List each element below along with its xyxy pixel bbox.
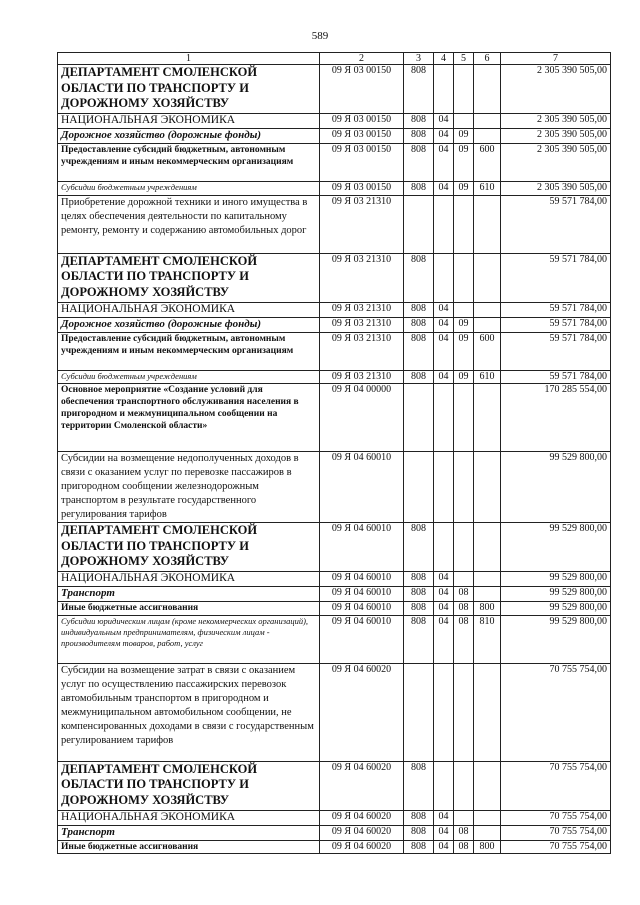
ministry-code-cell bbox=[404, 384, 434, 452]
expense-type-cell bbox=[474, 572, 501, 587]
expense-type-cell: 800 bbox=[474, 602, 501, 616]
subsection-code-cell: 08 bbox=[454, 587, 474, 602]
expense-type-cell: 610 bbox=[474, 182, 501, 196]
expense-type-cell bbox=[474, 825, 501, 840]
subsection-code-cell: 08 bbox=[454, 825, 474, 840]
section-code-cell: 04 bbox=[434, 587, 454, 602]
ministry-code-cell: 808 bbox=[404, 114, 434, 129]
amount-cell: 2 305 390 505,00 bbox=[501, 129, 611, 144]
item-name-cell: Предоставление субсидий бюджетным, автономным учреждениям и иным некоммерческим организациям bbox=[58, 332, 320, 370]
column-header: 2 bbox=[320, 53, 404, 65]
target-article-cell: 09 Я 04 60020 bbox=[320, 761, 404, 810]
table-row bbox=[58, 452, 611, 523]
target-article-cell: 09 Я 03 21310 bbox=[320, 253, 404, 302]
section-code-cell bbox=[434, 761, 454, 810]
column-header: 6 bbox=[474, 53, 501, 65]
amount-cell: 99 529 800,00 bbox=[501, 602, 611, 616]
amount-cell: 70 755 754,00 bbox=[501, 825, 611, 840]
expense-type-cell bbox=[474, 761, 501, 810]
subsection-code-cell bbox=[454, 302, 474, 317]
section-code-cell bbox=[434, 384, 454, 452]
target-article-cell: 09 Я 03 00150 bbox=[320, 114, 404, 129]
section-code-cell: 04 bbox=[434, 182, 454, 196]
section-code-cell bbox=[434, 65, 454, 114]
subsection-code-cell bbox=[454, 65, 474, 114]
table-row bbox=[58, 825, 611, 840]
subsection-code-cell: 09 bbox=[454, 317, 474, 332]
subsection-code-cell: 09 bbox=[454, 129, 474, 144]
target-article-cell: 09 Я 04 60010 bbox=[320, 523, 404, 572]
target-article-cell: 09 Я 03 21310 bbox=[320, 370, 404, 384]
expense-type-cell: 610 bbox=[474, 370, 501, 384]
item-name-cell: Транспорт bbox=[58, 587, 320, 602]
subsection-code-cell: 09 bbox=[454, 144, 474, 182]
ministry-code-cell: 808 bbox=[404, 523, 434, 572]
subsection-code-cell bbox=[454, 663, 474, 761]
item-name-cell: Субсидии юридическим лицам (кроме некоммерческих организаций), индивидуальным предпринимателям, физическим лицам - производителям товаров, работ, услуг bbox=[58, 615, 320, 663]
item-name-cell: ДЕПАРТАМЕНТ СМОЛЕНСКОЙ ОБЛАСТИ ПО ТРАНСПОРТУ И ДОРОЖНОМУ ХОЗЯЙСТВУ bbox=[58, 65, 320, 114]
amount-cell: 2 305 390 505,00 bbox=[501, 182, 611, 196]
table-row bbox=[58, 587, 611, 602]
section-code-cell: 04 bbox=[434, 144, 454, 182]
amount-cell: 99 529 800,00 bbox=[501, 523, 611, 572]
ministry-code-cell bbox=[404, 663, 434, 761]
table-row bbox=[58, 572, 611, 587]
target-article-cell: 09 Я 04 60010 bbox=[320, 572, 404, 587]
ministry-code-cell: 808 bbox=[404, 302, 434, 317]
expense-type-cell bbox=[474, 587, 501, 602]
expense-type-cell bbox=[474, 523, 501, 572]
ministry-code-cell: 808 bbox=[404, 572, 434, 587]
item-name-cell: Транспорт bbox=[58, 825, 320, 840]
target-article-cell: 09 Я 04 60010 bbox=[320, 452, 404, 523]
section-code-cell: 04 bbox=[434, 332, 454, 370]
expense-type-cell bbox=[474, 317, 501, 332]
target-article-cell: 09 Я 04 60020 bbox=[320, 840, 404, 854]
section-code-cell: 04 bbox=[434, 302, 454, 317]
ministry-code-cell: 808 bbox=[404, 840, 434, 854]
section-code-cell: 04 bbox=[434, 129, 454, 144]
target-article-cell: 09 Я 04 00000 bbox=[320, 384, 404, 452]
section-code-cell bbox=[434, 663, 454, 761]
expense-type-cell bbox=[474, 452, 501, 523]
column-header: 5 bbox=[454, 53, 474, 65]
ministry-code-cell: 808 bbox=[404, 602, 434, 616]
expense-type-cell bbox=[474, 253, 501, 302]
subsection-code-cell: 09 bbox=[454, 182, 474, 196]
column-header: 4 bbox=[434, 53, 454, 65]
ministry-code-cell: 808 bbox=[404, 317, 434, 332]
ministry-code-cell bbox=[404, 452, 434, 523]
target-article-cell: 09 Я 03 21310 bbox=[320, 332, 404, 370]
target-article-cell: 09 Я 03 00150 bbox=[320, 182, 404, 196]
amount-cell: 59 571 784,00 bbox=[501, 332, 611, 370]
section-code-cell bbox=[434, 253, 454, 302]
column-header: 3 bbox=[404, 53, 434, 65]
budget-table bbox=[57, 52, 611, 854]
item-name-cell: ДЕПАРТАМЕНТ СМОЛЕНСКОЙ ОБЛАСТИ ПО ТРАНСПОРТУ И ДОРОЖНОМУ ХОЗЯЙСТВУ bbox=[58, 253, 320, 302]
table-row bbox=[58, 302, 611, 317]
ministry-code-cell: 808 bbox=[404, 253, 434, 302]
table-row bbox=[58, 840, 611, 854]
expense-type-cell bbox=[474, 384, 501, 452]
section-code-cell: 04 bbox=[434, 840, 454, 854]
ministry-code-cell: 808 bbox=[404, 810, 434, 825]
target-article-cell: 09 Я 04 60020 bbox=[320, 810, 404, 825]
amount-cell: 99 529 800,00 bbox=[501, 572, 611, 587]
amount-cell: 59 571 784,00 bbox=[501, 317, 611, 332]
item-name-cell: Основное мероприятие «Создание условий для обеспечения транспортного обслуживания населения в пригородном и межмуниципальном сообщении на территории Смоленской области» bbox=[58, 384, 320, 452]
amount-cell: 59 571 784,00 bbox=[501, 302, 611, 317]
item-name-cell: НАЦИОНАЛЬНАЯ ЭКОНОМИКА bbox=[58, 572, 320, 587]
section-code-cell: 04 bbox=[434, 572, 454, 587]
target-article-cell: 09 Я 03 21310 bbox=[320, 317, 404, 332]
target-article-cell: 09 Я 03 00150 bbox=[320, 144, 404, 182]
item-name-cell: Субсидии бюджетным учреждениям bbox=[58, 370, 320, 384]
ministry-code-cell: 808 bbox=[404, 761, 434, 810]
table-row bbox=[58, 65, 611, 114]
section-code-cell bbox=[434, 523, 454, 572]
target-article-cell: 09 Я 03 21310 bbox=[320, 195, 404, 253]
table-row bbox=[58, 523, 611, 572]
item-name-cell: Приобретение дорожной техники и иного имущества в целях обеспечения деятельности по капитальному ремонту, ремонту и содержанию автомобильных дорог bbox=[58, 195, 320, 253]
section-code-cell: 04 bbox=[434, 602, 454, 616]
subsection-code-cell bbox=[454, 114, 474, 129]
ministry-code-cell: 808 bbox=[404, 144, 434, 182]
table-row bbox=[58, 182, 611, 196]
item-name-cell: НАЦИОНАЛЬНАЯ ЭКОНОМИКА bbox=[58, 810, 320, 825]
table-row bbox=[58, 317, 611, 332]
item-name-cell: Дорожное хозяйство (дорожные фонды) bbox=[58, 129, 320, 144]
amount-cell: 99 529 800,00 bbox=[501, 452, 611, 523]
table-row bbox=[58, 195, 611, 253]
item-name-cell: Дорожное хозяйство (дорожные фонды) bbox=[58, 317, 320, 332]
expense-type-cell bbox=[474, 302, 501, 317]
target-article-cell: 09 Я 04 60020 bbox=[320, 663, 404, 761]
expense-type-cell bbox=[474, 114, 501, 129]
subsection-code-cell bbox=[454, 761, 474, 810]
amount-cell: 59 571 784,00 bbox=[501, 195, 611, 253]
item-name-cell: Субсидии на возмещение недополученных доходов в связи с оказанием услуг по перевозке пассажиров в пригородном сообщении железнодорожным транспортом в результате государственного регулирования тарифов bbox=[58, 452, 320, 523]
subsection-code-cell bbox=[454, 810, 474, 825]
ministry-code-cell: 808 bbox=[404, 825, 434, 840]
amount-cell: 70 755 754,00 bbox=[501, 840, 611, 854]
subsection-code-cell bbox=[454, 523, 474, 572]
item-name-cell: НАЦИОНАЛЬНАЯ ЭКОНОМИКА bbox=[58, 114, 320, 129]
table-row bbox=[58, 615, 611, 663]
item-name-cell: Иные бюджетные ассигнования bbox=[58, 602, 320, 616]
item-name-cell: Субсидии бюджетным учреждениям bbox=[58, 182, 320, 196]
expense-type-cell: 810 bbox=[474, 615, 501, 663]
ministry-code-cell: 808 bbox=[404, 65, 434, 114]
column-header: 7 bbox=[501, 53, 611, 65]
target-article-cell: 09 Я 04 60020 bbox=[320, 825, 404, 840]
section-code-cell: 04 bbox=[434, 810, 454, 825]
item-name-cell: НАЦИОНАЛЬНАЯ ЭКОНОМИКА bbox=[58, 302, 320, 317]
expense-type-cell bbox=[474, 810, 501, 825]
table-row bbox=[58, 370, 611, 384]
amount-cell: 170 285 554,00 bbox=[501, 384, 611, 452]
table-row bbox=[58, 114, 611, 129]
ministry-code-cell: 808 bbox=[404, 332, 434, 370]
amount-cell: 59 571 784,00 bbox=[501, 253, 611, 302]
ministry-code-cell: 808 bbox=[404, 587, 434, 602]
table-row bbox=[58, 144, 611, 182]
item-name-cell: Предоставление субсидий бюджетным, автономным учреждениям и иным некоммерческим организациям bbox=[58, 144, 320, 182]
subsection-code-cell: 08 bbox=[454, 602, 474, 616]
amount-cell: 2 305 390 505,00 bbox=[501, 144, 611, 182]
target-article-cell: 09 Я 04 60010 bbox=[320, 615, 404, 663]
amount-cell: 59 571 784,00 bbox=[501, 370, 611, 384]
ministry-code-cell bbox=[404, 195, 434, 253]
target-article-cell: 09 Я 03 00150 bbox=[320, 129, 404, 144]
ministry-code-cell: 808 bbox=[404, 615, 434, 663]
amount-cell: 99 529 800,00 bbox=[501, 587, 611, 602]
subsection-code-cell: 09 bbox=[454, 332, 474, 370]
ministry-code-cell: 808 bbox=[404, 182, 434, 196]
table-row bbox=[58, 332, 611, 370]
table-row bbox=[58, 129, 611, 144]
table-row bbox=[58, 663, 611, 761]
table-row bbox=[58, 810, 611, 825]
subsection-code-cell bbox=[454, 452, 474, 523]
page-number: 589 bbox=[311, 30, 329, 42]
section-code-cell: 04 bbox=[434, 615, 454, 663]
subsection-code-cell bbox=[454, 572, 474, 587]
ministry-code-cell: 808 bbox=[404, 370, 434, 384]
section-code-cell bbox=[434, 452, 454, 523]
amount-cell: 2 305 390 505,00 bbox=[501, 114, 611, 129]
amount-cell: 99 529 800,00 bbox=[501, 615, 611, 663]
section-code-cell bbox=[434, 195, 454, 253]
subsection-code-cell: 09 bbox=[454, 370, 474, 384]
section-code-cell: 04 bbox=[434, 317, 454, 332]
item-name-cell: ДЕПАРТАМЕНТ СМОЛЕНСКОЙ ОБЛАСТИ ПО ТРАНСПОРТУ И ДОРОЖНОМУ ХОЗЯЙСТВУ bbox=[58, 523, 320, 572]
budget-table-body bbox=[58, 53, 611, 854]
expense-type-cell: 800 bbox=[474, 840, 501, 854]
section-code-cell: 04 bbox=[434, 370, 454, 384]
table-row bbox=[58, 761, 611, 810]
expense-type-cell: 600 bbox=[474, 144, 501, 182]
column-header: 1 bbox=[58, 53, 320, 65]
subsection-code-cell bbox=[454, 253, 474, 302]
item-name-cell: Иные бюджетные ассигнования bbox=[58, 840, 320, 854]
expense-type-cell bbox=[474, 129, 501, 144]
target-article-cell: 09 Я 04 60010 bbox=[320, 602, 404, 616]
item-name-cell: Субсидии на возмещение затрат в связи с оказанием услуг по осуществлению пассажирских перевозок автомобильным транспортом в пригородном и межмуниципальном автомобильном сообщении, не компенсированных доходами в связи с государственным регулированием тарифов bbox=[58, 663, 320, 761]
item-name-cell: ДЕПАРТАМЕНТ СМОЛЕНСКОЙ ОБЛАСТИ ПО ТРАНСПОРТУ И ДОРОЖНОМУ ХОЗЯЙСТВУ bbox=[58, 761, 320, 810]
amount-cell: 2 305 390 505,00 bbox=[501, 65, 611, 114]
subsection-code-cell: 08 bbox=[454, 840, 474, 854]
expense-type-cell: 600 bbox=[474, 332, 501, 370]
section-code-cell: 04 bbox=[434, 114, 454, 129]
subsection-code-cell bbox=[454, 195, 474, 253]
target-article-cell: 09 Я 03 00150 bbox=[320, 65, 404, 114]
subsection-code-cell bbox=[454, 384, 474, 452]
table-row bbox=[58, 384, 611, 452]
ministry-code-cell: 808 bbox=[404, 129, 434, 144]
subsection-code-cell: 08 bbox=[454, 615, 474, 663]
expense-type-cell bbox=[474, 65, 501, 114]
target-article-cell: 09 Я 03 21310 bbox=[320, 302, 404, 317]
table-row bbox=[58, 602, 611, 616]
expense-type-cell bbox=[474, 663, 501, 761]
target-article-cell: 09 Я 04 60010 bbox=[320, 587, 404, 602]
section-code-cell: 04 bbox=[434, 825, 454, 840]
amount-cell: 70 755 754,00 bbox=[501, 810, 611, 825]
table-row bbox=[58, 253, 611, 302]
amount-cell: 70 755 754,00 bbox=[501, 761, 611, 810]
amount-cell: 70 755 754,00 bbox=[501, 663, 611, 761]
expense-type-cell bbox=[474, 195, 501, 253]
column-header-row bbox=[58, 53, 611, 65]
